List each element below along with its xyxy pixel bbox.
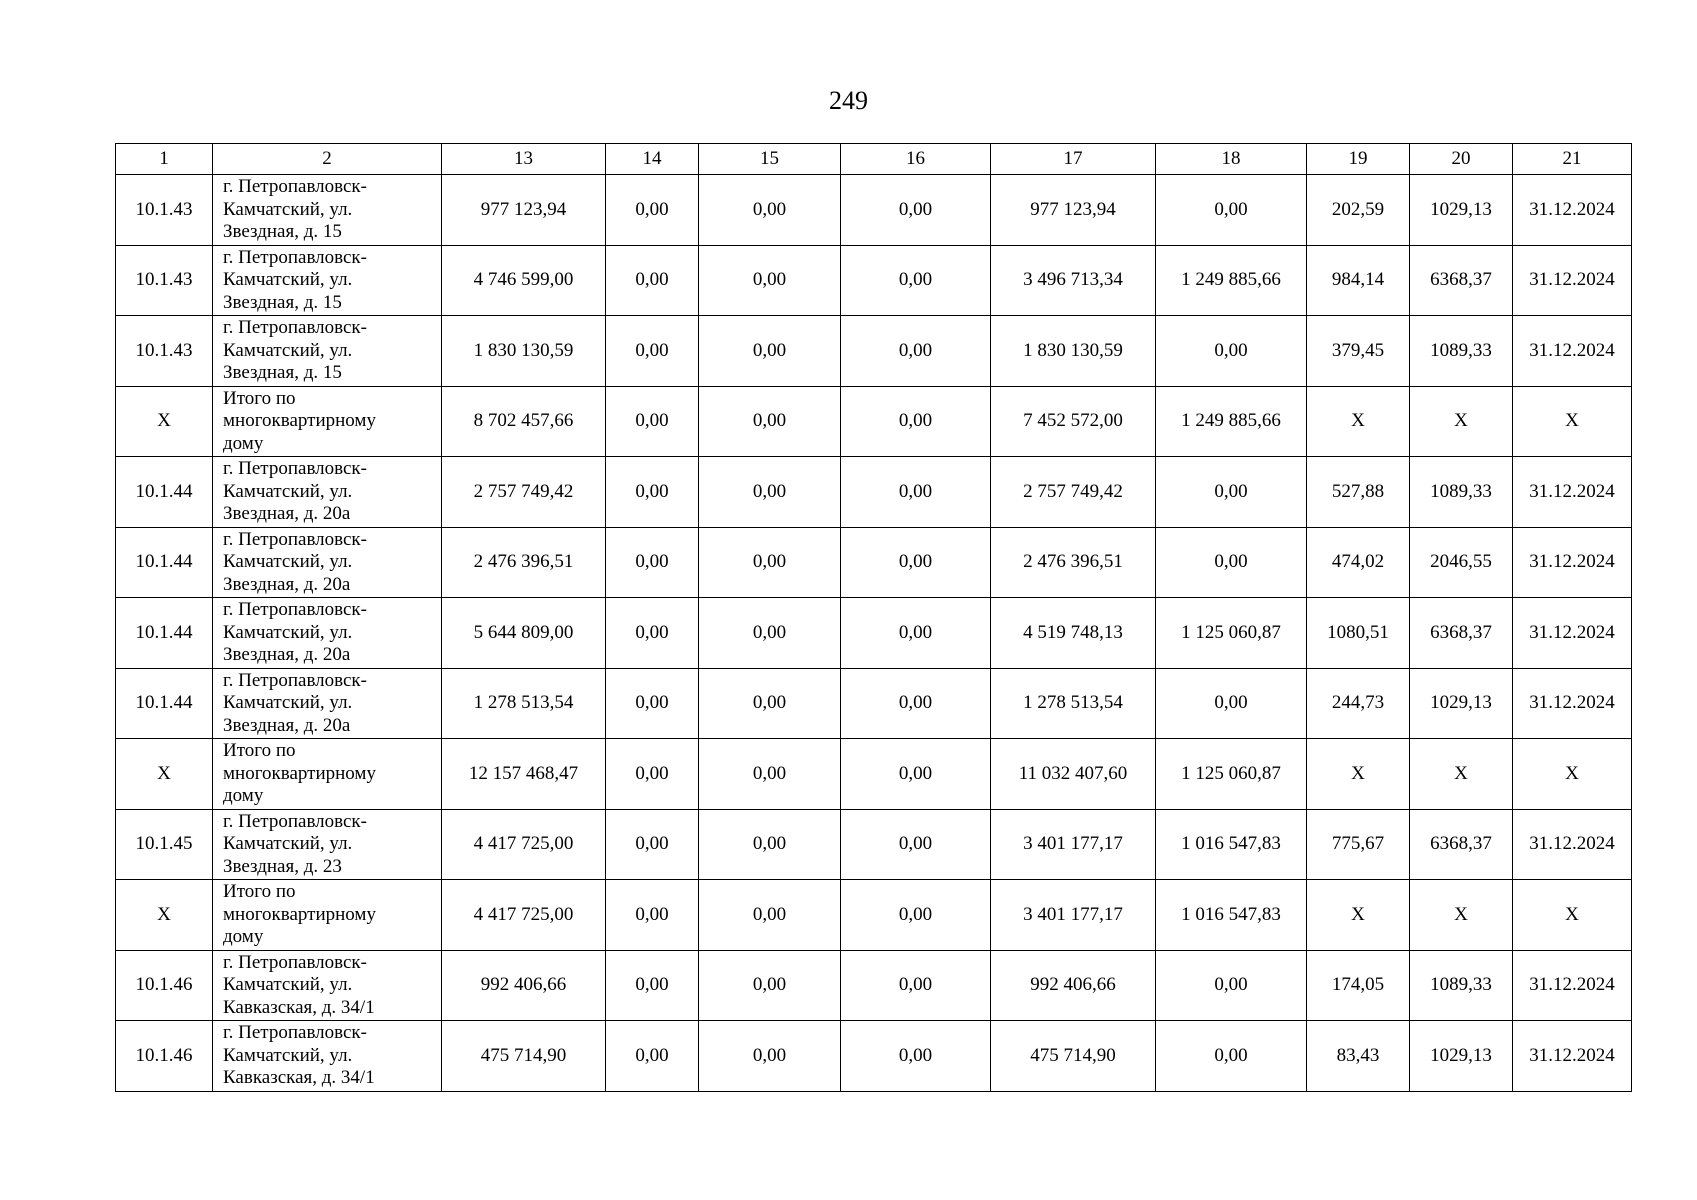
table-row (116, 880, 1632, 951)
cell-col-17: 992 406,66 (991, 950, 1156, 1021)
table-row (116, 950, 1632, 1021)
cell-col-16: 0,00 (841, 880, 991, 951)
cell-col-14: 0,00 (606, 245, 699, 316)
address-cell (213, 668, 442, 739)
address-line: Кавказская, д. 34/1 (223, 1067, 375, 1088)
cell-col-18: 0,00 (1156, 457, 1307, 528)
cell-col-17: 3 401 177,17 (991, 809, 1156, 880)
cell-col-21: 31.12.2024 (1513, 598, 1632, 669)
address-cell (213, 739, 442, 810)
address-cell (213, 245, 442, 316)
cell-col-21: X (1513, 739, 1632, 810)
table-row (116, 598, 1632, 669)
cell-col-20: 1029,13 (1410, 1021, 1513, 1092)
cell-col-18: 0,00 (1156, 316, 1307, 387)
cell-col-19: X (1307, 386, 1410, 457)
table-row (116, 527, 1632, 598)
cell-col-14: 0,00 (606, 809, 699, 880)
cell-col-18: 1 016 547,83 (1156, 880, 1307, 951)
cell-col-14: 0,00 (606, 457, 699, 528)
cell-col-21: 31.12.2024 (1513, 1021, 1632, 1092)
cell-col-19: X (1307, 880, 1410, 951)
cell-col-15: 0,00 (699, 1021, 841, 1092)
cell-col-15: 0,00 (699, 739, 841, 810)
cell-col-1: 10.1.46 (116, 1021, 213, 1092)
address-line: многоквартирному (223, 410, 376, 431)
cell-col-15: 0,00 (699, 668, 841, 739)
cell-col-19: 202,59 (1307, 175, 1410, 246)
cell-col-15: 0,00 (699, 880, 841, 951)
cell-col-17: 1 278 513,54 (991, 668, 1156, 739)
column-header-21: 21 (1513, 144, 1632, 175)
cell-col-14: 0,00 (606, 316, 699, 387)
cell-col-20: 6368,37 (1410, 245, 1513, 316)
address-line: Итого по (223, 387, 296, 409)
cell-col-1: X (116, 386, 213, 457)
address-line: Звездная, д. 20а (223, 644, 351, 665)
cell-col-1: X (116, 739, 213, 810)
column-header-1: 1 (116, 144, 213, 175)
cell-col-13: 4 746 599,00 (442, 245, 606, 316)
address-line: Камчатский, ул. (223, 692, 353, 713)
cell-col-19: 1080,51 (1307, 598, 1410, 669)
table-row (116, 245, 1632, 316)
cell-col-16: 0,00 (841, 457, 991, 528)
column-header-20: 20 (1410, 144, 1513, 175)
cell-col-17: 2 476 396,51 (991, 527, 1156, 598)
cell-col-13: 475 714,90 (442, 1021, 606, 1092)
cell-col-16: 0,00 (841, 598, 991, 669)
address-line: Итого по (223, 740, 296, 761)
cell-col-16: 0,00 (841, 809, 991, 880)
table-row (116, 1021, 1632, 1092)
cell-col-20: 1029,13 (1410, 668, 1513, 739)
cell-col-15: 0,00 (699, 598, 841, 669)
cell-col-17: 1 830 130,59 (991, 316, 1156, 387)
cell-col-19: 174,05 (1307, 950, 1410, 1021)
address-line: г. Петропавловск- (223, 810, 367, 832)
table-row (116, 809, 1632, 880)
address-line: г. Петропавловск- (223, 458, 367, 479)
address-line: г. Петропавловск- (223, 1022, 367, 1043)
cell-col-21: 31.12.2024 (1513, 668, 1632, 739)
cell-col-18: 0,00 (1156, 527, 1307, 598)
cell-col-1: 10.1.43 (116, 175, 213, 246)
address-line: Камчатский, ул. (223, 480, 353, 502)
address-line: Звездная, д. 20а (223, 714, 351, 736)
cell-col-18: 0,00 (1156, 1021, 1307, 1092)
cell-col-18: 0,00 (1156, 950, 1307, 1021)
address-line: дому (223, 926, 264, 947)
cell-col-21: 31.12.2024 (1513, 175, 1632, 246)
cell-col-19: X (1307, 739, 1410, 810)
address-cell (213, 457, 442, 528)
cell-col-20: X (1410, 386, 1513, 457)
page-number: 249 (829, 86, 868, 115)
address-line: Камчатский, ул. (223, 339, 353, 361)
column-header-17: 17 (991, 144, 1156, 175)
table-row (116, 175, 1632, 246)
cell-col-21: 31.12.2024 (1513, 316, 1632, 387)
cell-col-20: 2046,55 (1410, 527, 1513, 598)
cell-col-13: 2 757 749,42 (442, 457, 606, 528)
column-header-18: 18 (1156, 144, 1307, 175)
cell-col-21: 31.12.2024 (1513, 457, 1632, 528)
cell-col-17: 4 519 748,13 (991, 598, 1156, 669)
cell-col-17: 977 123,94 (991, 175, 1156, 246)
cell-col-18: 1 125 060,87 (1156, 739, 1307, 810)
cell-col-16: 0,00 (841, 668, 991, 739)
address-line: г. Петропавловск- (223, 317, 367, 338)
column-header-2: 2 (213, 144, 442, 175)
cell-col-14: 0,00 (606, 880, 699, 951)
cell-col-16: 0,00 (841, 950, 991, 1021)
cell-col-20: 6368,37 (1410, 809, 1513, 880)
cell-col-15: 0,00 (699, 386, 841, 457)
cell-col-21: X (1513, 880, 1632, 951)
cell-col-21: 31.12.2024 (1513, 950, 1632, 1021)
cell-col-18: 0,00 (1156, 668, 1307, 739)
address-line: Звездная, д. 15 (223, 291, 342, 313)
cell-col-21: 31.12.2024 (1513, 809, 1632, 880)
address-line: Камчатский, ул. (223, 974, 353, 995)
cell-col-21: X (1513, 386, 1632, 457)
cell-col-13: 4 417 725,00 (442, 809, 606, 880)
cell-col-1: 10.1.43 (116, 316, 213, 387)
address-cell (213, 1021, 442, 1092)
cell-col-19: 83,43 (1307, 1021, 1410, 1092)
column-header-14: 14 (606, 144, 699, 175)
cell-col-14: 0,00 (606, 950, 699, 1021)
cell-col-14: 0,00 (606, 386, 699, 457)
cell-col-21: 31.12.2024 (1513, 245, 1632, 316)
cell-col-13: 12 157 468,47 (442, 739, 606, 810)
cell-col-18: 0,00 (1156, 175, 1307, 246)
address-line: Звездная, д. 15 (223, 362, 342, 383)
cell-col-19: 474,02 (1307, 527, 1410, 598)
address-line: Камчатский, ул. (223, 1044, 353, 1066)
cell-col-1: 10.1.44 (116, 527, 213, 598)
cell-col-20: 1089,33 (1410, 950, 1513, 1021)
address-line: г. Петропавловск- (223, 176, 367, 197)
address-line: Звездная, д. 20а (223, 573, 351, 595)
cell-col-15: 0,00 (699, 175, 841, 246)
cell-col-14: 0,00 (606, 1021, 699, 1092)
cell-col-1: 10.1.44 (116, 457, 213, 528)
cell-col-13: 4 417 725,00 (442, 880, 606, 951)
table-row (116, 386, 1632, 457)
address-cell (213, 950, 442, 1021)
cell-col-16: 0,00 (841, 316, 991, 387)
address-line: дому (223, 432, 264, 454)
cell-col-18: 1 249 885,66 (1156, 386, 1307, 457)
cell-col-16: 0,00 (841, 175, 991, 246)
address-cell (213, 316, 442, 387)
cell-col-16: 0,00 (841, 739, 991, 810)
cell-col-1: 10.1.45 (116, 809, 213, 880)
cell-col-15: 0,00 (699, 809, 841, 880)
cell-col-13: 2 476 396,51 (442, 527, 606, 598)
cell-col-17: 2 757 749,42 (991, 457, 1156, 528)
table-row (116, 457, 1632, 528)
address-line: Звездная, д. 20а (223, 503, 351, 524)
cell-col-15: 0,00 (699, 527, 841, 598)
column-header-16: 16 (841, 144, 991, 175)
cell-col-15: 0,00 (699, 316, 841, 387)
cell-col-19: 244,73 (1307, 668, 1410, 739)
address-line: Кавказская, д. 34/1 (223, 996, 375, 1018)
address-line: Камчатский, ул. (223, 269, 353, 290)
cell-col-13: 8 702 457,66 (442, 386, 606, 457)
cell-col-1: 10.1.43 (116, 245, 213, 316)
cell-col-13: 1 278 513,54 (442, 668, 606, 739)
cell-col-14: 0,00 (606, 668, 699, 739)
address-line: Камчатский, ул. (223, 833, 353, 854)
cell-col-20: 1089,33 (1410, 457, 1513, 528)
header-row (116, 144, 1632, 175)
address-line: дому (223, 785, 264, 806)
cell-col-13: 992 406,66 (442, 950, 606, 1021)
address-line: г. Петропавловск- (223, 669, 367, 691)
cell-col-20: 1029,13 (1410, 175, 1513, 246)
address-cell (213, 175, 442, 246)
address-line: Звездная, д. 15 (223, 221, 342, 242)
cell-col-14: 0,00 (606, 739, 699, 810)
column-header-15: 15 (699, 144, 841, 175)
cell-col-21: 31.12.2024 (1513, 527, 1632, 598)
address-line: г. Петропавловск- (223, 599, 367, 620)
address-cell (213, 386, 442, 457)
cell-col-14: 0,00 (606, 598, 699, 669)
column-header-19: 19 (1307, 144, 1410, 175)
cell-col-1: 10.1.44 (116, 668, 213, 739)
address-cell (213, 527, 442, 598)
cell-col-13: 977 123,94 (442, 175, 606, 246)
cell-col-14: 0,00 (606, 527, 699, 598)
cell-col-19: 984,14 (1307, 245, 1410, 316)
cell-col-20: X (1410, 739, 1513, 810)
address-cell (213, 598, 442, 669)
cell-col-18: 1 125 060,87 (1156, 598, 1307, 669)
column-header-13: 13 (442, 144, 606, 175)
cell-col-13: 1 830 130,59 (442, 316, 606, 387)
cell-col-17: 3 401 177,17 (991, 880, 1156, 951)
cell-col-18: 1 249 885,66 (1156, 245, 1307, 316)
cell-col-15: 0,00 (699, 245, 841, 316)
cell-col-1: X (116, 880, 213, 951)
cell-col-19: 527,88 (1307, 457, 1410, 528)
cell-col-1: 10.1.46 (116, 950, 213, 1021)
cell-col-17: 7 452 572,00 (991, 386, 1156, 457)
table-row (116, 668, 1632, 739)
address-line: г. Петропавловск- (223, 528, 367, 550)
cell-col-15: 0,00 (699, 950, 841, 1021)
cell-col-20: 1089,33 (1410, 316, 1513, 387)
cell-col-20: X (1410, 880, 1513, 951)
cell-col-19: 775,67 (1307, 809, 1410, 880)
cell-col-15: 0,00 (699, 457, 841, 528)
cell-col-17: 11 032 407,60 (991, 739, 1156, 810)
cell-col-18: 1 016 547,83 (1156, 809, 1307, 880)
address-line: г. Петропавловск- (223, 246, 367, 268)
cell-col-14: 0,00 (606, 175, 699, 246)
address-line: многоквартирному (223, 903, 376, 925)
address-cell (213, 809, 442, 880)
address-line: Итого по (223, 881, 296, 902)
cell-col-13: 5 644 809,00 (442, 598, 606, 669)
data-table (115, 143, 1632, 1092)
address-line: Камчатский, ул. (223, 198, 353, 220)
address-cell (213, 880, 442, 951)
cell-col-16: 0,00 (841, 386, 991, 457)
table-row (116, 739, 1632, 810)
address-line: Камчатский, ул. (223, 551, 353, 572)
cell-col-17: 3 496 713,34 (991, 245, 1156, 316)
cell-col-16: 0,00 (841, 527, 991, 598)
address-line: Камчатский, ул. (223, 621, 353, 643)
cell-col-19: 379,45 (1307, 316, 1410, 387)
cell-col-17: 475 714,90 (991, 1021, 1156, 1092)
cell-col-16: 0,00 (841, 245, 991, 316)
table-row (116, 316, 1632, 387)
cell-col-20: 6368,37 (1410, 598, 1513, 669)
cell-col-16: 0,00 (841, 1021, 991, 1092)
cell-col-1: 10.1.44 (116, 598, 213, 669)
address-line: Звездная, д. 23 (223, 855, 342, 877)
address-line: г. Петропавловск- (223, 951, 367, 973)
address-line: многоквартирному (223, 762, 376, 784)
table-body (116, 175, 1632, 1092)
